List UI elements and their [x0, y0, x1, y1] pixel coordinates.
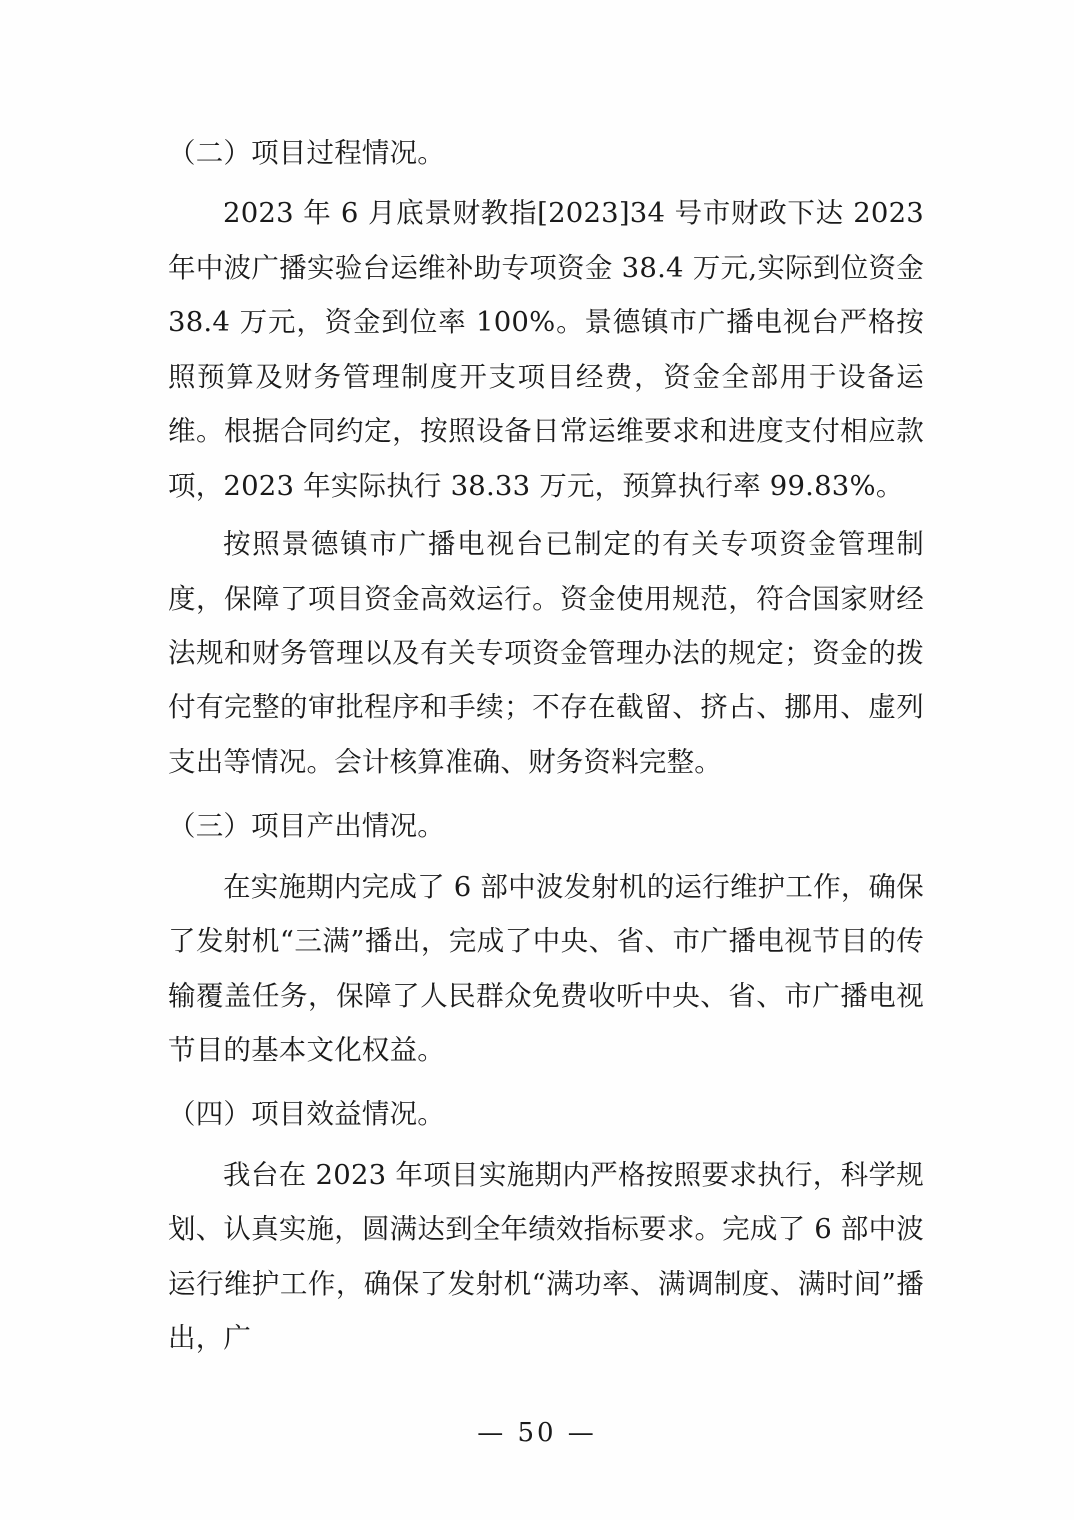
section-4-paragraph-1: 我台在 2023 年项目实施期内严格按照要求执行，科学规划、认真实施，圆满达到全年绩效指标要求。完成了 6 部中波运行维护工作，确保了发射机“满功率、满调制度、满时间”播出，广	[168, 1158, 924, 1355]
section-heading-3: （三）项目产出情况。	[168, 810, 445, 843]
page-number: — 50 —	[477, 1418, 597, 1448]
section-2-paragraph-1: 2023 年 6 月底景财教指[2023]34 号市财政下达 2023 年中波广播实验台运维补助专项资金 38.4 万元,实际到位资金 38.4 万元，资金到位率 100%。景德镇市广播电视台严格按照预算及财务管理制度开支项目经费，资金全部用于设备运维。根据合同约定，按照设备日常运维要求和进度支付相应款项，2023 年实际执行 38.33 万元，预算执行率 99.83%。	[168, 197, 924, 502]
section-heading-2: （二）项目过程情况。	[168, 137, 445, 169]
section-block	[168, 126, 924, 789]
section-2-paragraph-2: 按照景德镇市广播电视台已制定的有关专项资金管理制度，保障了项目资金高效运行。资金使用规范，符合国家财经法规和财务管理以及有关专项资金管理办法的规定；资金的拨付有完整的审批程序和手续；不存在截留、挤占、挪用、虚列支出等情况。会计核算准确、财务资料完整。	[168, 528, 924, 778]
section-block	[168, 799, 924, 1077]
section-3-paragraph-1: 在实施期内完成了 6 部中波发射机的运行维护工作，确保了发射机“三满”播出，完成了中央、省、市广播电视节目的传输覆盖任务，保障了人民群众免费收听中央、省、市广播电视节目的基本文化权益。	[168, 870, 924, 1066]
section-heading-4: （四）项目效益情况。	[168, 1098, 445, 1131]
section-block	[168, 1087, 924, 1365]
document-body	[168, 126, 924, 1366]
